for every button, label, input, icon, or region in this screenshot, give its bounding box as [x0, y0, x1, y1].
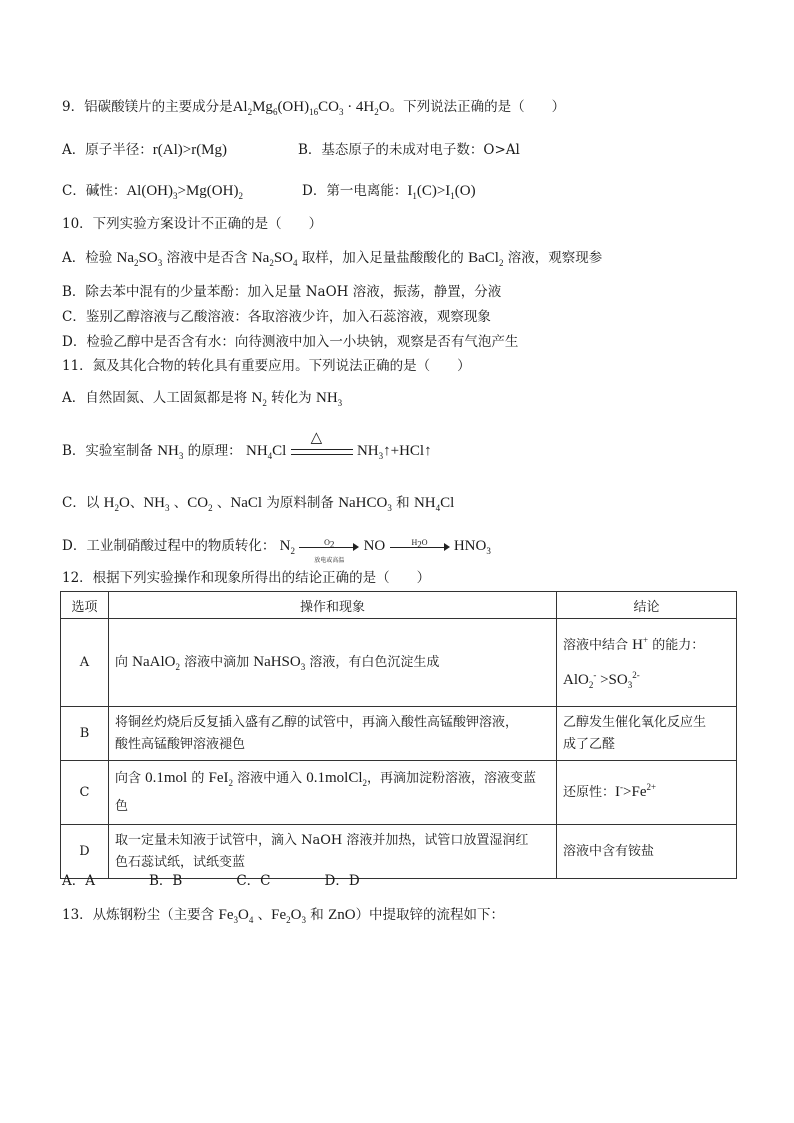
- table-row: [61, 761, 737, 825]
- q9-option-a[interactable]: A．原子半径：r(Al)>r(Mg): [62, 142, 228, 158]
- row-conclusion: 乙醇发生催化氧化反应生 成了乙醛: [557, 707, 737, 761]
- q9-formula: $Al_2Mg_6(OH)_{16}CO_3 \cdot 4H_2O$: [232, 99, 390, 117]
- q11-stem: 11．氮及其化合物的转化具有重要应用。下列说法正确的是（ ）: [62, 358, 471, 374]
- equals-arrow-icon: [291, 427, 353, 455]
- q11-option-d[interactable]: D．工业制硝酸过程中的物质转化： $N_2$ $O_2$ 放电或高温 NO $H_2O$ $HNO_3$: [62, 537, 491, 564]
- table-row: [61, 619, 737, 707]
- row-conclusion: 溶液中含有铵盐: [557, 825, 737, 879]
- row-operation: 取一定量未知液于试管中，滴入 NaOH 溶液并加热，试管口放置湿润红 色石蕊试纸，试纸变蓝: [109, 825, 557, 879]
- row-conclusion: 溶液中结合 H+ 的能力： $AlO_2^- >SO_3^{2-}$: [557, 619, 737, 707]
- q11-option-c[interactable]: C．以 $H_2O$、$NH_3$ 、$CO_2$ 、NaCl 为原料制备 NaHCO$_3$ 和 $NH_4Cl$: [62, 495, 455, 513]
- reaction-arrow-icon: $O_2$ 放电或高温: [299, 542, 359, 552]
- header-operation: 操作和现象: [109, 592, 557, 619]
- q9-stem: 9．铝碳酸镁片的主要成分是$Al_2Mg_6(OH)_{16}CO_3 \cdot 4H_2O$。下列说法正确的是（ ）: [62, 99, 566, 117]
- q10-option-b[interactable]: B．除去苯中混有的少量苯酚：加入足量 NaOH 溶液，振荡，静置，分液: [62, 284, 502, 300]
- row-conclusion: 还原性：$I^->Fe^{2+}$: [557, 761, 737, 825]
- q10-option-d[interactable]: D．检验乙醇中是否含有水：向待测液中加入一小块钠，观察是否有气泡产生: [62, 334, 519, 350]
- q11-option-a[interactable]: A．自然固氮、人工固氮都是将 $N_2$ 转化为 $NH_3$: [62, 390, 343, 408]
- row-operation: 向含 0.1mol 的 FeI$_2$ 溶液中通入 0.1molCl$_2$，再滴加淀粉溶液，溶液变蓝 色: [109, 761, 557, 825]
- row-operation: 将铜丝灼烧后反复插入盛有乙醇的试管中，再滴入酸性高锰酸钾溶液， 酸性高锰酸钾溶液褪色: [109, 707, 557, 761]
- row-option: C: [61, 761, 109, 825]
- header-conclusion: 结论: [557, 592, 737, 619]
- q9-options-cd: [62, 182, 476, 201]
- reaction-arrow-icon: $H_2O$: [390, 542, 450, 552]
- heat-delta-symbol: △: [310, 427, 323, 446]
- q9-options-ab: [62, 141, 520, 159]
- q13-stem: 13．从炼钢粉尘（主要含 $Fe_3O_4$ 、$Fe_2O_3$ 和 ZnO）中提取锌的流程如下：: [62, 907, 505, 925]
- table-header-row: [61, 592, 737, 619]
- q12-stem: 12．根据下列实验操作和现象所得出的结论正确的是（ ）: [62, 570, 431, 586]
- q12-table: [60, 591, 737, 879]
- q11-option-b[interactable]: B．实验室制备 $NH_3$ 的原理： $NH_4Cl$ △ $NH_3↑+HCl↑$: [62, 427, 432, 461]
- row-option: B: [61, 707, 109, 761]
- table-row: [61, 707, 737, 761]
- q12-choices[interactable]: A．A B．B C．C D．D: [62, 873, 360, 889]
- header-option: 选项: [61, 592, 109, 619]
- q10-option-a[interactable]: A．检验 $Na_2SO_3$ 溶液中是否含 $Na_2SO_4$ 取样，加入足量盐酸酸化的 BaCl$_2$ 溶液，观察现参: [62, 250, 603, 268]
- row-option: A: [61, 619, 109, 707]
- q10-option-c[interactable]: C．鉴别乙醇溶液与乙酸溶液：各取溶液少许，加入石蕊溶液，观察现象: [62, 309, 491, 325]
- table-row: [61, 825, 737, 879]
- q9-option-c[interactable]: C．碱性：$Al(OH)_3>Mg(OH)_2$: [62, 183, 243, 201]
- row-option: D: [61, 825, 109, 879]
- q10-stem: 10．下列实验方案设计不正确的是（ ）: [62, 216, 323, 232]
- q9-option-b[interactable]: B．基态原子的未成对电子数：O>Al: [298, 142, 520, 158]
- q9-option-d[interactable]: D．第一电离能：$I_1(C)>I_1(O)$: [302, 183, 476, 201]
- row-operation: 向 NaAlO$_2$ 溶液中滴加 NaHSO$_3$ 溶液，有白色沉淀生成: [109, 619, 557, 707]
